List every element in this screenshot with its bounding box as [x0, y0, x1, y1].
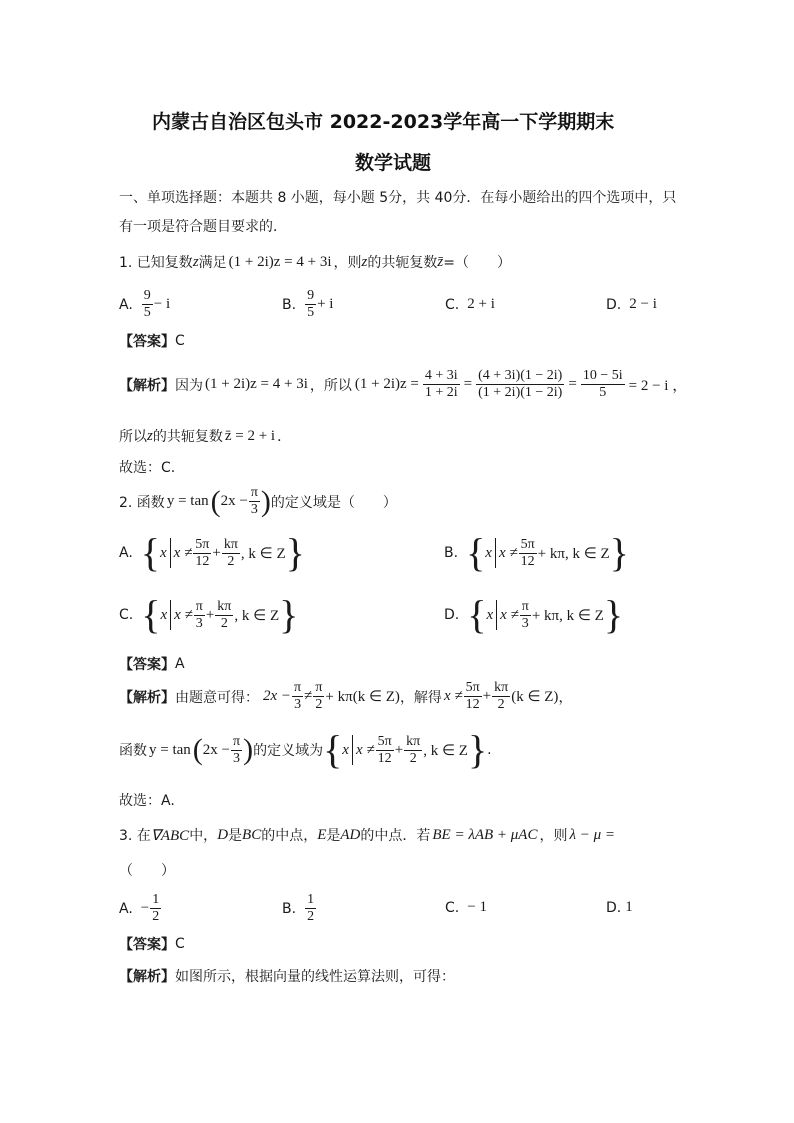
q3-paren: （ ）	[119, 863, 175, 879]
q3-option-d: D. 1	[606, 899, 633, 916]
q1-option-b: B. $\frac{9}{5}$ + i	[282, 288, 334, 320]
q1-explanation: 【解析】 因为 (1 + 2i)z = 4 + 3i ，所以 (1 + 2i)z = $\frac{4 + 3i}{1 + 2i}$ = $\frac{(4 + 3i)(1 - 2i)}{(1 + 2i)(1 - 2i)}$ = $\frac{10 - 5i}{5}$ = 2 − i ，	[119, 368, 688, 400]
q2-option-b: B. { x x ≠ $\frac{5\pi}{12}$ + kπ, k ∈ Z }	[444, 530, 629, 575]
q3-stem: 3. 在 ∇ABC 中， D 是 BC 的中点， E 是 AD 的中点．若 BE = λAB + μAC ，则 λ − μ =	[119, 826, 615, 844]
q2-stem: 2. 函数 y = tan ( 2x − $\frac{\pi}{3}$ ) 的定义域是（ ）	[119, 484, 397, 518]
q3-explanation: 【解析】 如图所示，根据向量的线性运算法则，可得：	[119, 969, 455, 985]
q1-option-d: D. 2 − i	[606, 296, 657, 313]
q2-answer: 【答案】 A	[119, 656, 185, 673]
page-title: 内蒙古自治区包头市 2022-2023学年高一下学期期末	[152, 111, 615, 133]
q3-option-b: B. $\frac{1}{2}$	[282, 892, 315, 924]
section-intro-line2: 有一项是符合题目要求的．	[119, 219, 287, 235]
q1-conclusion: 故选：C.	[119, 460, 176, 476]
q3-option-c: C. − 1	[445, 899, 487, 916]
q3-option-a: A. − $\frac{1}{2}$	[119, 892, 160, 924]
section-intro-line1: 一、单项选择题：本题共 8 小题，每小题 5分，共 40分．在每小题给出的四个选项中，只	[119, 190, 677, 206]
page-subtitle: 数学试题	[355, 152, 432, 174]
q2-explanation: 【解析】 由题意可得： 2x − $\frac{\pi}{3}$ ≠ $\frac{\pi}{2}$ + kπ(k ∈ Z) ，解得 x ≠ $\frac{5\pi}{12}$ + $\frac{k\pi}{2}$ (k ∈ Z) ，	[119, 680, 573, 712]
q1-explanation-2: 所以 z 的共轭复数 z̄ = 2 + i ．	[119, 427, 292, 445]
q2-explanation-2: 函数 y = tan ( 2x − $\frac{\pi}{3}$ ) 的定义域为 { x x ≠ $\frac{5\pi}{12}$ + $\frac{k\pi}{2}$ , k ∈ Z } .	[119, 727, 492, 772]
q2-option-a: A. { x x ≠ $\frac{5\pi}{12}$ + $\frac{k\pi}{2}$ , k ∈ Z }	[119, 530, 305, 575]
q1-answer: 【答案】 C	[119, 333, 185, 350]
q1-option-c: C. 2 + i	[445, 296, 495, 313]
q2-option-c: C. { x x ≠ $\frac{\pi}{3}$ + $\frac{k\pi}{2}$ , k ∈ Z }	[119, 592, 299, 637]
q1-stem: 1. 已知复数 z 满足 (1 + 2i)z = 4 + 3i ，则 z 的共轭复数 z̄ =（ ）	[119, 253, 511, 271]
q2-conclusion: 故选：A.	[119, 793, 175, 809]
q3-answer: 【答案】 C	[119, 936, 185, 953]
q2-option-d: D. { x x ≠ $\frac{\pi}{3}$ + kπ, k ∈ Z }	[444, 592, 624, 637]
q1-option-a: A. $\frac{9}{5}$ − i	[119, 288, 171, 320]
